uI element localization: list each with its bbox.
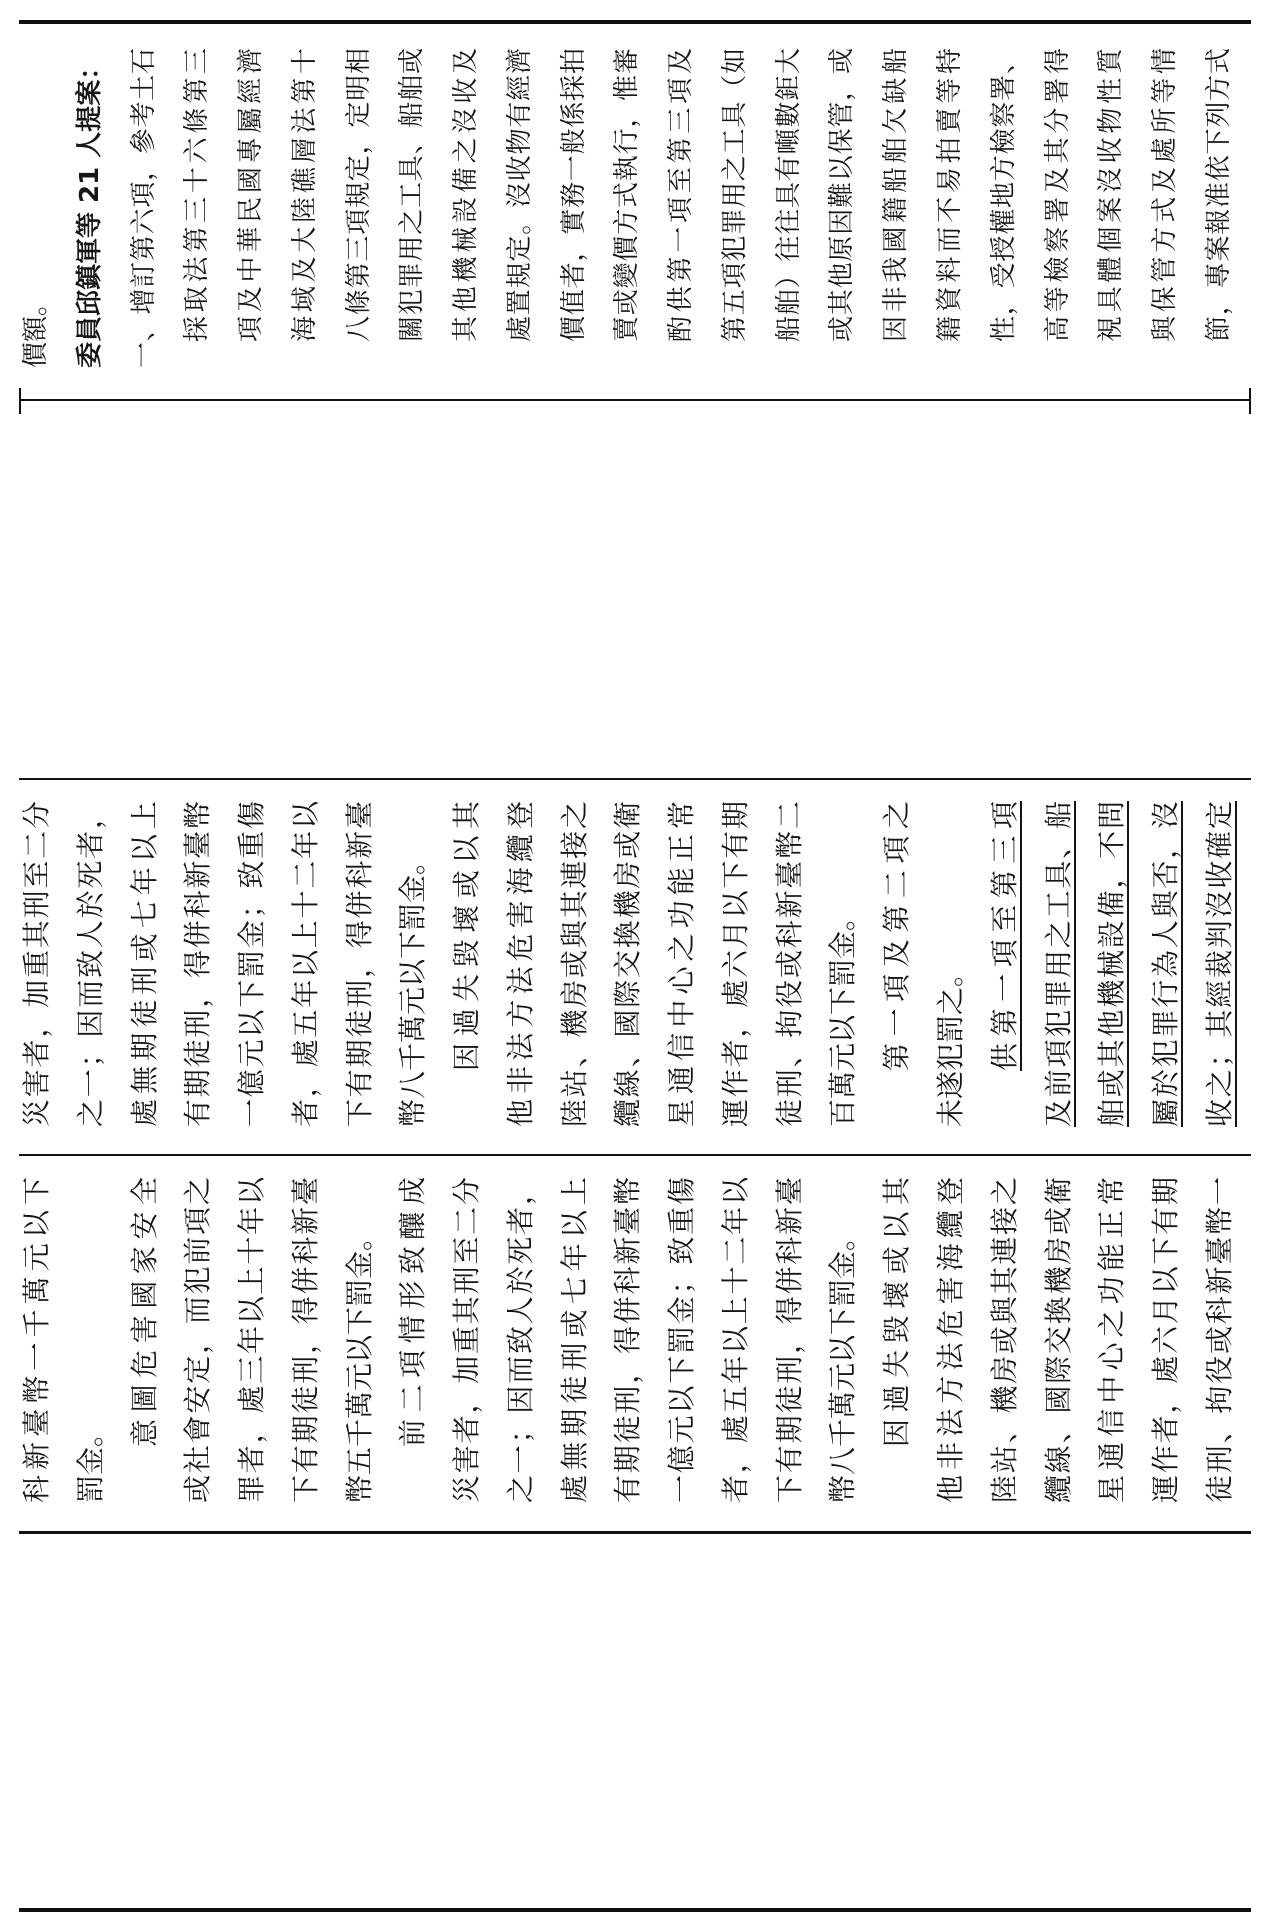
- text-line: 第五項犯罪用之工具（如: [719, 48, 750, 342]
- text-line: 徒刑、拘役或科新臺幣二: [772, 801, 806, 1127]
- proposer-heading: 委員邱鎮軍等 21 人提案：: [74, 53, 105, 368]
- text-line: 幣八千萬元以下罰金。: [396, 846, 430, 1127]
- text-line: 八條第三項規定，定明相: [343, 48, 374, 342]
- text-line: 之一；因而致人於死者，: [73, 801, 107, 1127]
- text-line: 下有期徒刑，得併科新臺: [772, 1177, 806, 1503]
- amended-article-column: [0, 779, 1262, 1155]
- text-line: 視具體個案沒收物性質: [1096, 48, 1127, 342]
- text-line: 百萬元以下罰金。: [826, 902, 860, 1127]
- text-line: 者，處五年以上十二年以: [288, 801, 322, 1127]
- text-line: 纜線、國際交換機房或衛: [1041, 1177, 1075, 1503]
- text-line: 陸站、機房或與其連接之: [557, 801, 591, 1127]
- amended-text-line: 舶或其他機械設備，不問: [1095, 801, 1129, 1127]
- text-line: 未遂犯罰之。: [934, 958, 968, 1127]
- text-line: 下有期徒刑，得併科新臺: [288, 1177, 322, 1503]
- text-line: 科新臺幣一千萬元以下: [20, 1177, 53, 1503]
- text-line: 處置規定。沒收物有經濟: [504, 48, 535, 342]
- text-line: 其他機械設備之沒收及: [451, 48, 482, 342]
- text-line: 海域及大陸礁層法第十: [289, 48, 320, 342]
- text-line: 幣八千萬元以下罰金。: [826, 1222, 860, 1503]
- text-line: 纜線、國際交換機房或衛: [611, 801, 645, 1127]
- text-line: 項及中華民國專屬經濟: [236, 48, 267, 342]
- amended-text-line: 收之；其經裁判沒收確定: [1202, 801, 1236, 1127]
- text-line: 災害者，加重其刑至二分: [20, 801, 53, 1127]
- text-line: 性，受授權地方檢察署、: [988, 48, 1019, 342]
- text-line: 下有期徒刑，得併科新臺: [342, 801, 376, 1127]
- text-line: 或其他原因難以保管，或: [827, 48, 858, 342]
- text-line: 因非我國籍船舶欠缺船: [881, 48, 912, 342]
- text-line: 關犯罪用之工具、船舶或: [397, 48, 428, 342]
- text-line: 或社會安定，而犯前項之: [181, 1177, 215, 1503]
- text-line: 星通信中心之功能正常: [665, 801, 699, 1127]
- text-line: 一、增訂第六項，參考土石: [128, 48, 159, 368]
- amended-text-line: 及前項犯罪用之工具、船: [1041, 801, 1075, 1127]
- text-line: 幣五千萬元以下罰金。: [342, 1222, 376, 1503]
- text-line: 運作者，處六月以下有期: [718, 801, 752, 1127]
- text-line: 採取法第三十六條第三: [182, 48, 213, 342]
- text-line: 之一；因而致人於死者，: [503, 1177, 537, 1503]
- text-line: 有期徒刑，得併科新臺幣: [181, 801, 215, 1127]
- text-line: 災害者，加重其刑至二分: [450, 1177, 484, 1503]
- text-line: 星通信中心之功能正常: [1095, 1177, 1129, 1503]
- text-line: 罰金。: [73, 1418, 107, 1503]
- text-line: 節，專案報准依下列方式: [1203, 48, 1234, 342]
- text-line: 因過失毀壞或以其: [880, 1177, 914, 1447]
- amended-text-line: 供第一項至第三項: [987, 801, 1021, 1071]
- text-line: 籍資料而不易拍賣等特: [935, 48, 966, 342]
- text-line: 處無期徒刑或七年以上: [127, 801, 161, 1127]
- text-line: 者，處五年以上十二年以: [718, 1177, 752, 1503]
- table-rule: [19, 1908, 1251, 1912]
- text-line: 運作者，處六月以下有期: [1149, 1177, 1183, 1503]
- text-line: 價額。: [21, 289, 51, 368]
- text-line: 酌供第一項至第三項及: [666, 48, 697, 342]
- current-article-column: [0, 1155, 1262, 1532]
- text-line: 價值者，實務一般係採拍: [558, 48, 589, 342]
- text-line: 前二項情形致釀成: [396, 1177, 430, 1447]
- text-line: 船舶）往往具有噸數鉅大: [773, 48, 804, 342]
- text-line: 高等檢察署及其分署得: [1042, 48, 1073, 342]
- amended-text-line: 屬於犯罪行為人與否，沒: [1149, 801, 1183, 1127]
- text-line: 一億元以下罰金；致重傷: [665, 1177, 699, 1503]
- text-line: 賣或變價方式執行，惟審: [612, 48, 643, 342]
- text-line: 一億元以下罰金；致重傷: [235, 801, 269, 1127]
- text-line: 與保管方式及處所等情: [1150, 48, 1181, 342]
- text-line: 第一項及第二項之: [880, 801, 914, 1071]
- text-line: 他非法方法危害海纜登: [934, 1177, 968, 1503]
- text-line: 陸站、機房或與其連接之: [987, 1177, 1021, 1503]
- text-line: 因過失毀壞或以其: [450, 801, 484, 1071]
- text-line: 有期徒刑，得併科新臺幣: [611, 1177, 645, 1503]
- text-line: 處無期徒刑或七年以上: [557, 1177, 591, 1503]
- text-line: 徒刑、拘役或科新臺幣一: [1202, 1177, 1236, 1503]
- empty-column: [19, 1534, 1251, 1908]
- text-line: 他非法方法危害海纜登: [503, 801, 537, 1127]
- explanation-column: [0, 22, 1262, 400]
- empty-column: [19, 401, 1251, 778]
- text-line: 罪者，處三年以上十年以: [235, 1177, 269, 1503]
- text-line: 意圖危害國家安全: [127, 1177, 161, 1447]
